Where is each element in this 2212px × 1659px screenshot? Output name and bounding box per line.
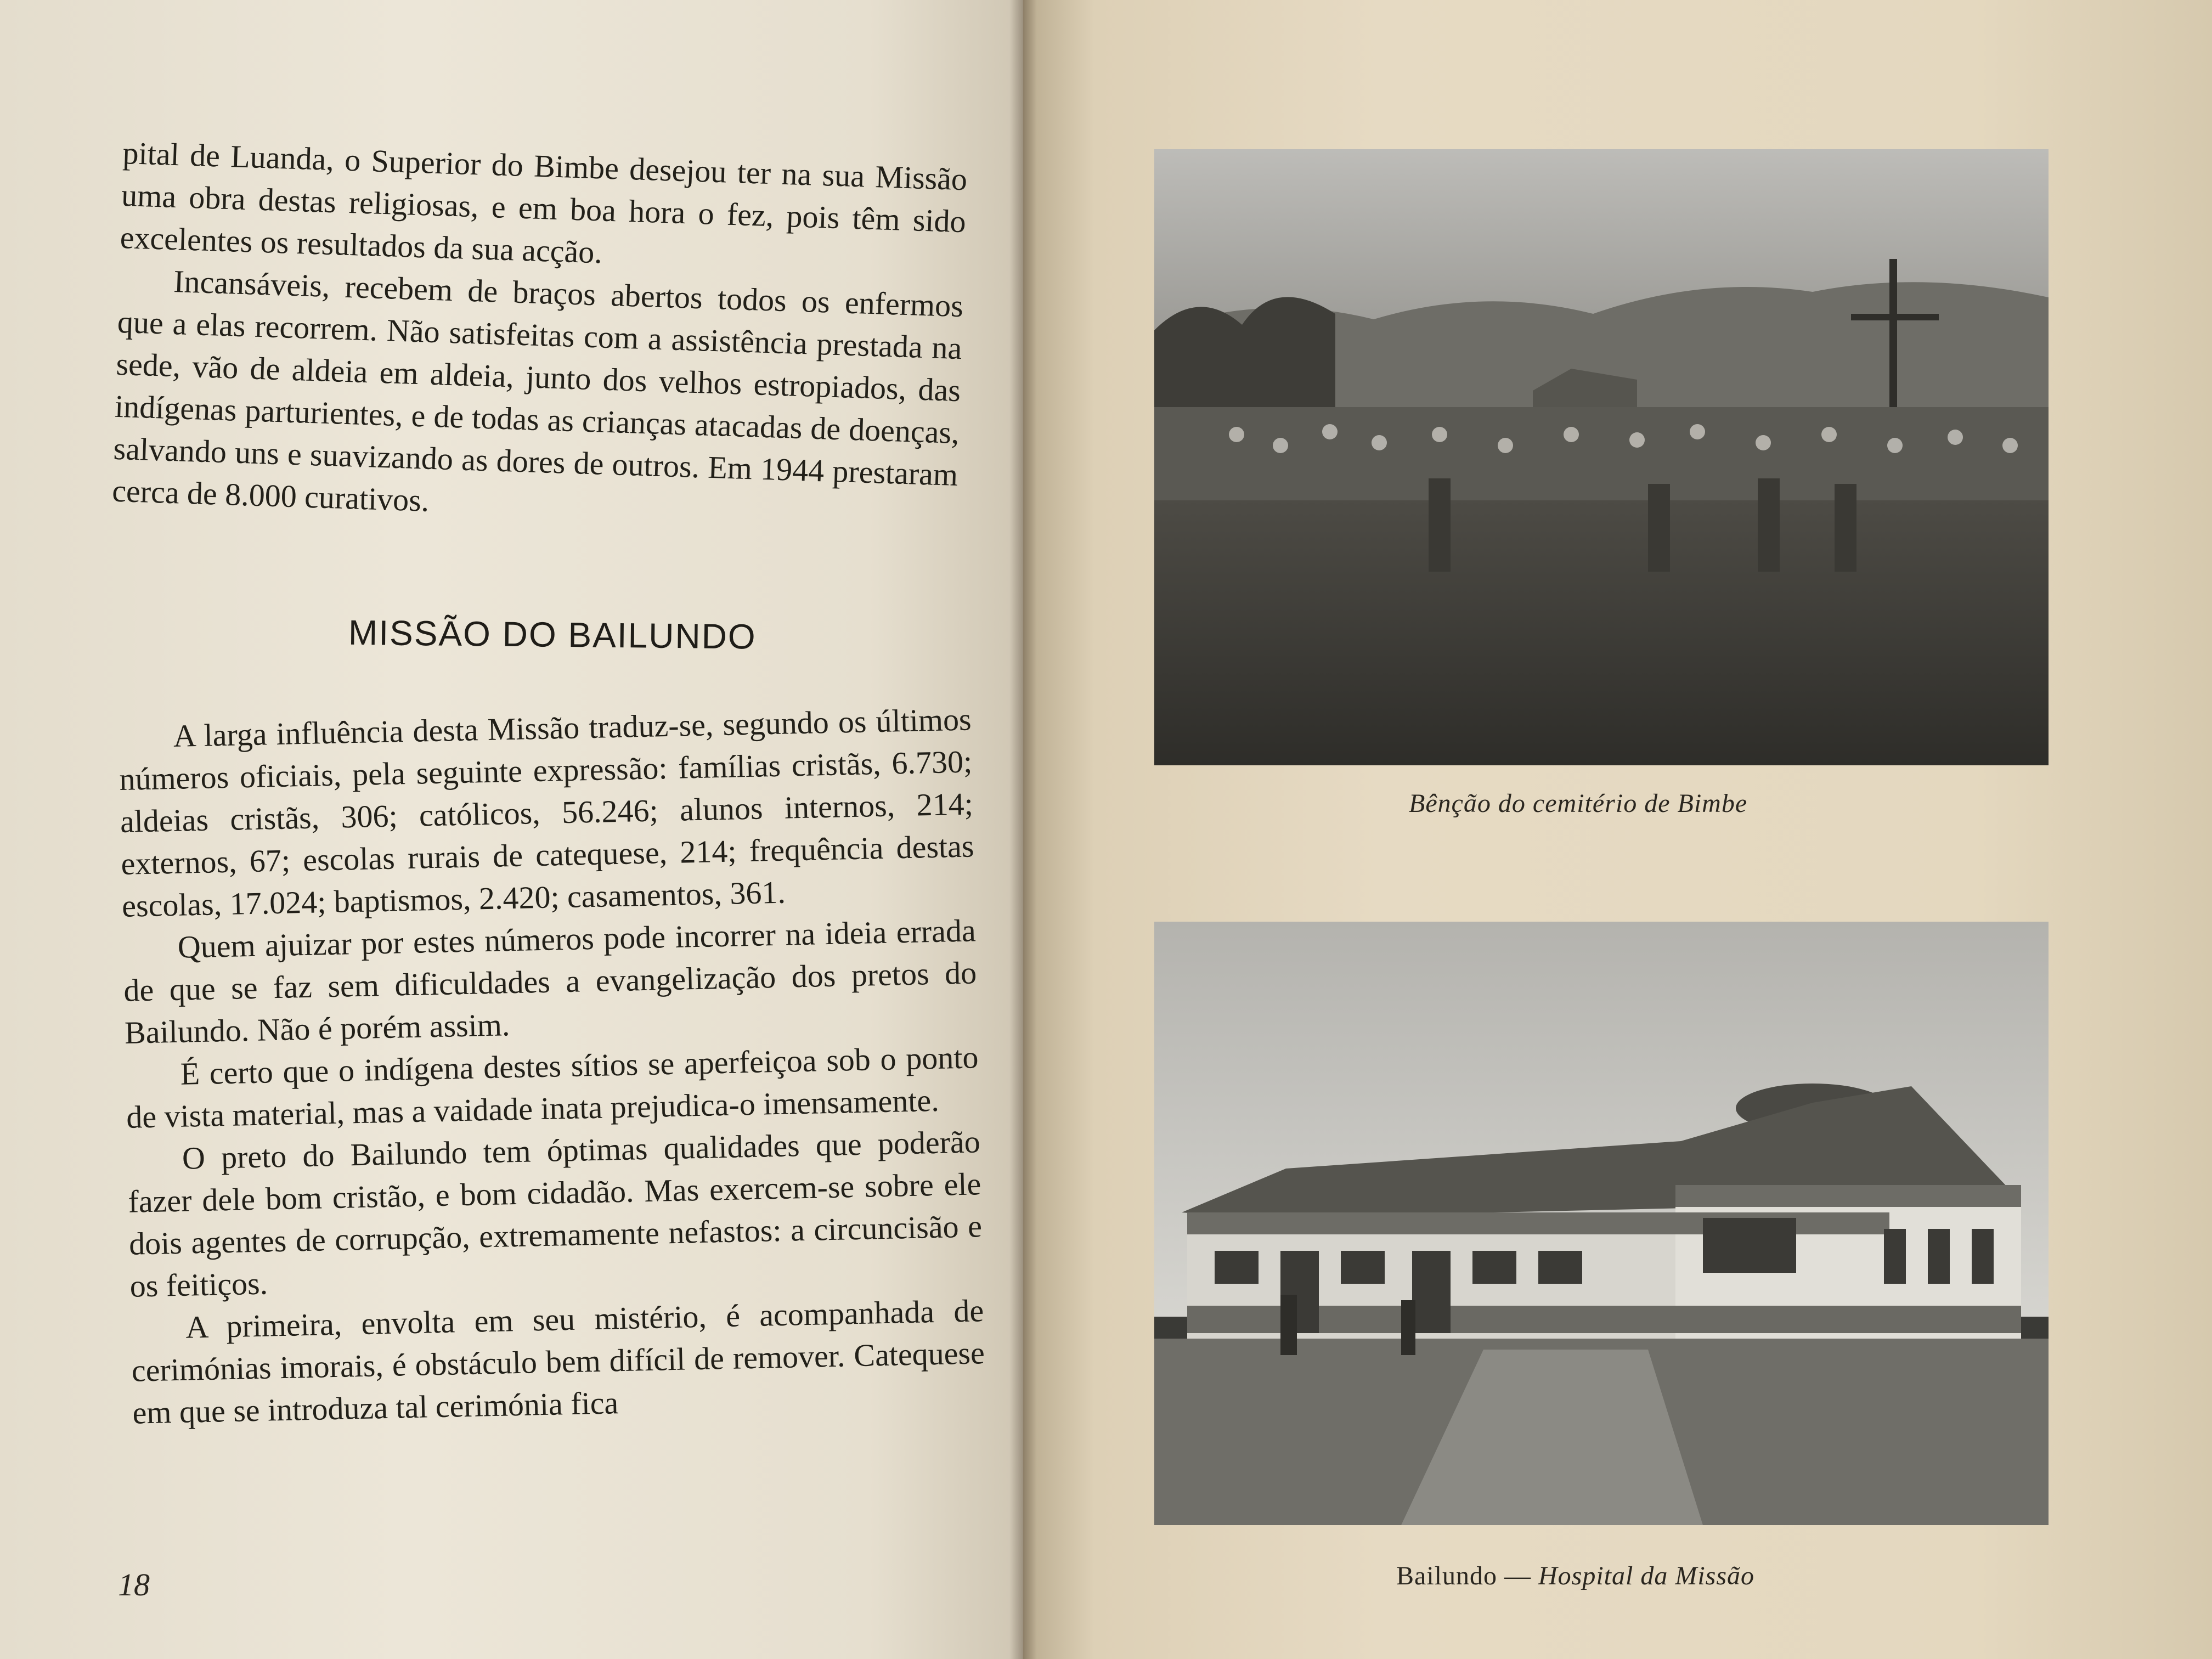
paragraph: A larga influência desta Missão traduz-se, segundo os últimos números oficiais, pela seguinte expressão: famílias cristãs, 6.730; aldeias cristãs, 306; católicos, 56.246; alunos internos, 214; externos, 67; escolas rurais de catequese, 214; frequência destas escolas, 17.024; baptismos, 2.420; casamentos, 361. [119,701,974,924]
caption-dash: — [1504,1561,1531,1590]
paragraph: Quem ajuizar por estes números pode incorrer na ideia errada de que se faz sem dificuldades a evangelização dos pretos do Bailundo. Não é porém assim. [123,912,977,1051]
paragraph: O preto do Bailundo tem óptimas qualidades que poderão fazer dele bom cristão, e bom cidadão. Mas exercem-se sobre ele dois agentes de corrupção, extremamente nefastos: a circuncisão e os feitiços. [127,1124,983,1304]
caption-place: Bailundo [1396,1561,1497,1590]
photo-2-caption [1396,1561,1754,1591]
paragraph: A primeira, envolta em seu mistério, é acompanhada de cerimónias imorais, é obstáculo bem difícil de remover. Catequese em que se introduza tal cerimónia fica [131,1293,985,1431]
top-text-block [111,132,968,538]
paragraph: pital de Luanda, o Superior do Bimbe desejou ter na sua Missão uma obra destas religiosas, e em boa hora o fez, pois têm sido excelentes os resultados da sua acção. [119,134,968,270]
caption-title: Hospital da Missão [1538,1561,1755,1590]
photo-cemetery-blessing [1154,149,2049,765]
photo-mission-hospital [1154,922,2049,1525]
bottom-text-block [118,698,986,1434]
paragraph: Incansáveis, recebem de braços abertos todos os enfermos que a elas recorrem. Não satisfeitas com a assistência prestada na sede, vão de aldeia em aldeia, junto dos velhos estropiados, das indígenas parturientes, e de todas as crianças atacadas de doenças, salvando uns e suavizando as dores de outros. Em 1944 prestaram cerca de 8.000 curativos. [111,263,964,518]
left-page [0,0,1023,1659]
photo-1-caption: Bênção do cemitério de Bimbe [1409,789,1748,818]
section-title: MISSÃO DO BAILUNDO [348,612,757,657]
paragraph: É certo que o indígena destes sítios se aperfeiçoa sob o ponto de vista material, mas a vaidade inata prejudica-o imensamente. [126,1039,979,1135]
book-gutter [1009,0,1037,1659]
page-number: 18 [118,1567,150,1602]
